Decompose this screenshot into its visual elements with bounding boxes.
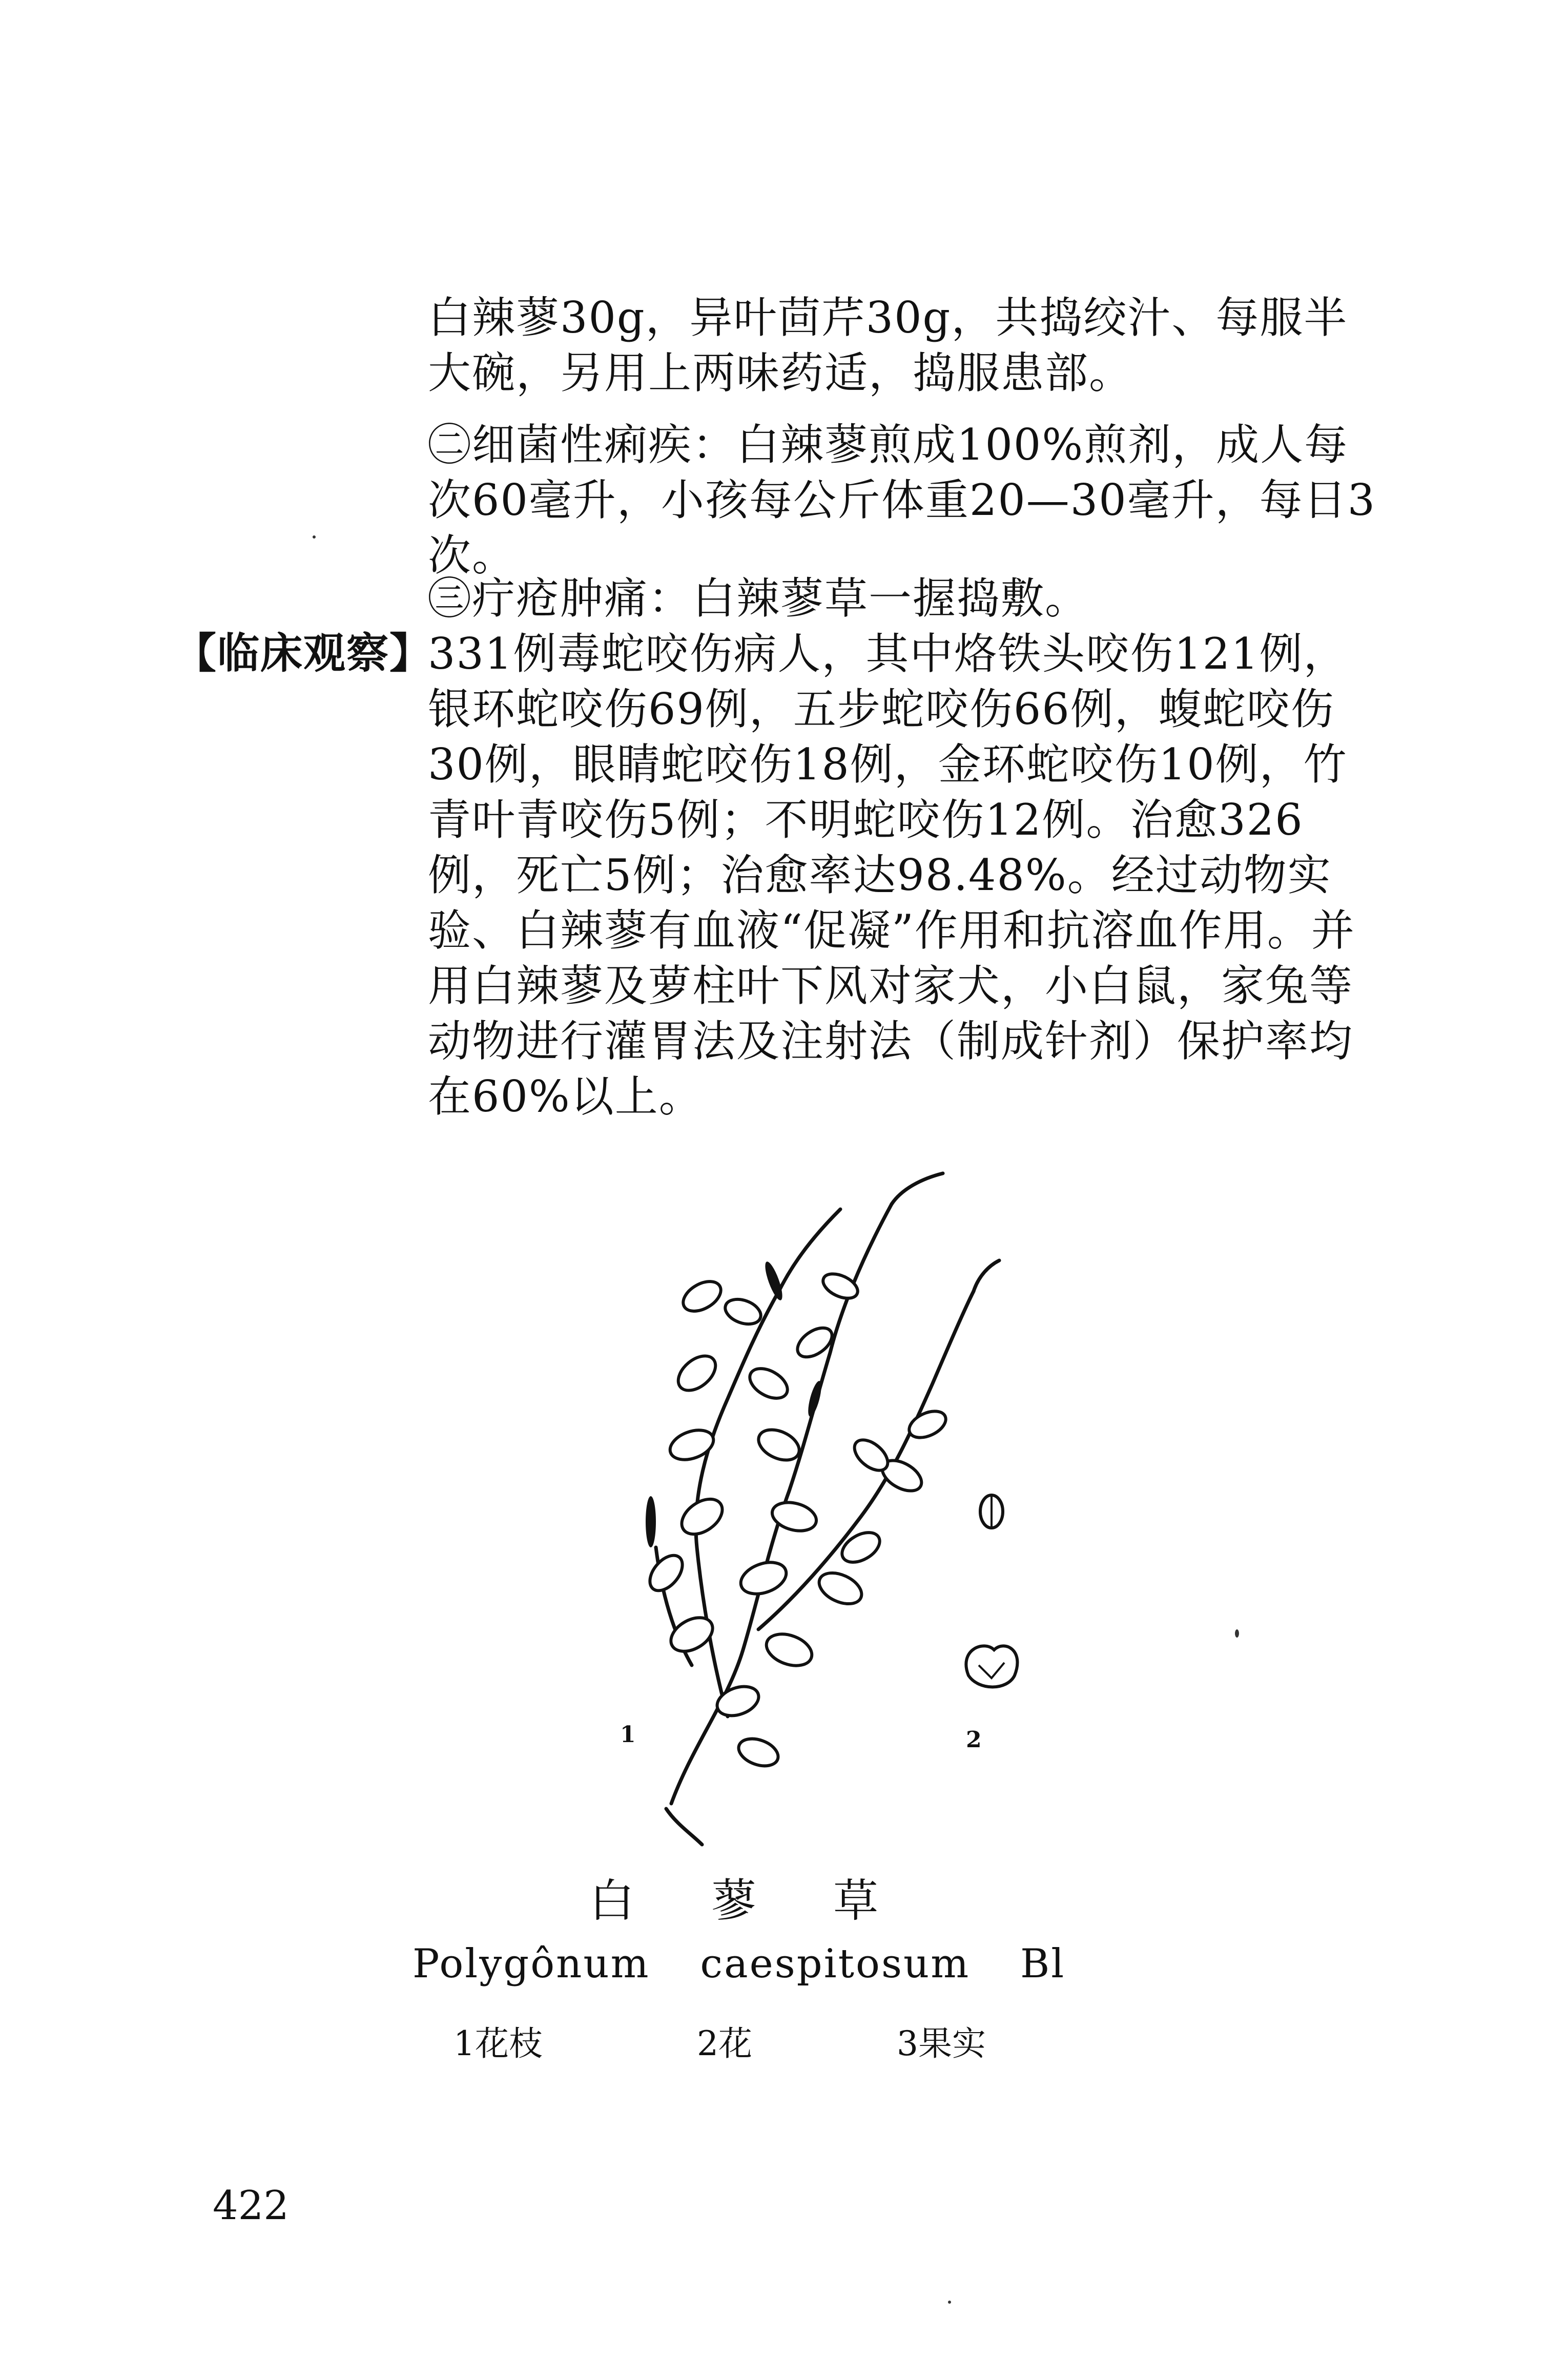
figure-label-2: 2	[966, 1727, 982, 1753]
leaf-group	[644, 1269, 950, 1771]
figure-part-2: 2花	[697, 2024, 752, 2063]
figure-caption-latin: Polygônum caespitosum Bl	[412, 1941, 1066, 1987]
clinical-section-label: 【临床观察】	[174, 629, 433, 678]
list-item-dysentery	[428, 417, 1386, 583]
list-marker: ㊂	[428, 573, 472, 624]
print-speck	[948, 2301, 951, 2304]
figure-part-3: 3果实	[897, 2024, 986, 2063]
list-text: 细菌性痢疾：白辣蓼煎成100%煎剂，成人每次60毫升，小孩每公斤体重20—30毫升，每日3次。	[428, 420, 1376, 581]
stem-tip	[892, 1173, 943, 1204]
right-stem-tip	[974, 1260, 999, 1291]
figure-label-1: 1	[620, 1722, 636, 1748]
list-marker: ㊁	[428, 420, 472, 470]
figure-caption-chinese: 白蓼草	[589, 1874, 956, 1927]
print-speck	[313, 535, 316, 539]
flower-detail	[966, 1646, 1017, 1687]
root-end	[666, 1809, 702, 1845]
list-text: 疔疮肿痛：白辣蓼草一握捣敷。	[472, 573, 1089, 624]
clinical-section-text: 331例毒蛇咬伤病人，其中烙铁头咬伤121例，银环蛇咬伤69例，五步蛇咬伤66例，蝮蛇咬伤30例，眼睛蛇咬伤18例，金环蛇咬伤10例，竹青叶青咬伤5例；不明蛇咬伤12例。治愈326例，死亡5例；治愈率达98.48%。经过动物实验、白辣蓼有血液“促凝”作用和抗溶血作用。并用白辣蓼及萝柱叶下风对家犬，小白鼠，家兔等动物进行灌胃法及注射法（制成针剂）保护率均在60%以上。	[428, 629, 1355, 1122]
print-speck	[1235, 1629, 1239, 1638]
prescription-paragraph: 白辣蓼30g，异叶茴芹30g，共捣绞汁、每服半大碗，另用上两味药适，捣服患部。	[428, 293, 1348, 398]
page-number: 422	[213, 2183, 289, 2229]
figure-part-1: 1花枝	[453, 2024, 543, 2063]
list-item-sores	[428, 571, 1386, 626]
